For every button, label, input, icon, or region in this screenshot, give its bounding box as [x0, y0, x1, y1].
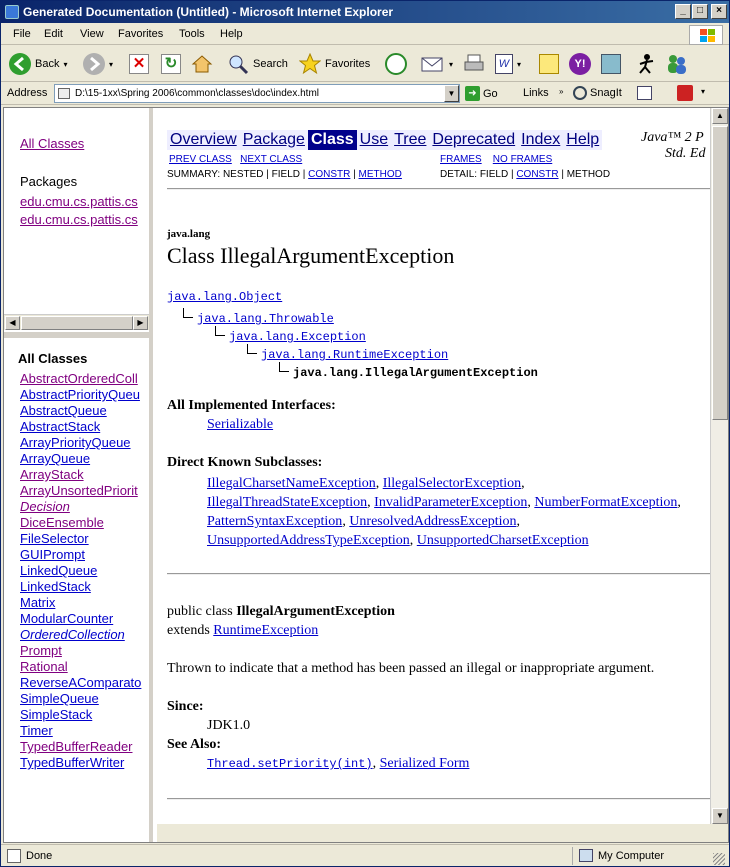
print-icon — [463, 53, 485, 75]
summary-constr-link[interactable]: CONSTR — [308, 169, 351, 180]
interfaces-list — [207, 417, 273, 433]
go-arrow-icon: ➜ — [465, 86, 480, 101]
vertical-scrollbar[interactable] — [710, 108, 728, 824]
class-link[interactable]: GUIPrompt — [20, 547, 86, 562]
forward-arrow-icon — [83, 53, 105, 75]
menu-file[interactable]: File — [13, 28, 31, 40]
nav-help[interactable]: Help — [566, 131, 600, 148]
class-link[interactable]: LinkedStack — [20, 579, 91, 594]
summary-method-link[interactable]: METHOD — [358, 169, 402, 180]
search-icon — [227, 53, 249, 75]
scroll-up-icon[interactable]: ▲ — [712, 108, 728, 124]
snagit-label: SnagIt — [590, 87, 622, 99]
pdf-icon[interactable] — [677, 85, 693, 101]
no-frames-link[interactable]: NO FRAMES — [492, 154, 553, 165]
see-also-list: Thread.setPriority(int), Serialized Form — [207, 756, 470, 771]
package-name: java.lang — [167, 228, 211, 240]
ie-icon — [5, 5, 19, 19]
next-class-link[interactable]: NEXT CLASS — [240, 154, 303, 165]
summary-line: SUMMARY: NESTED | FIELD | CONSTR | METHOD — [167, 169, 402, 180]
class-link[interactable]: OrderedCollection — [20, 627, 125, 642]
all-classes-heading: All Classes — [18, 351, 88, 366]
interfaces-heading: All Implemented Interfaces: — [167, 398, 336, 413]
snagit-button[interactable] — [573, 86, 622, 100]
divider — [167, 798, 713, 800]
class-link[interactable]: ArrayPriorityQueue — [20, 435, 131, 450]
forward-button[interactable] — [83, 52, 113, 76]
menu-favorites[interactable]: Favorites — [118, 28, 164, 40]
interface-link[interactable]: Serializable — [207, 417, 274, 432]
class-link[interactable]: ModularCounter — [20, 611, 114, 626]
page-icon — [58, 88, 70, 99]
prev-class-link[interactable]: PREV CLASS — [169, 154, 232, 165]
links-button[interactable]: Links — [523, 87, 549, 99]
links-chevron-icon[interactable]: » — [559, 87, 564, 96]
word-edit-icon: W — [495, 54, 513, 74]
class-link[interactable]: AbstractStack — [20, 419, 101, 434]
bottom-gutter — [157, 824, 728, 842]
discuss-button[interactable] — [539, 52, 559, 76]
menu-tools[interactable]: Tools — [179, 28, 205, 40]
subclass-link[interactable]: InvalidParameterException — [374, 495, 528, 510]
divider — [167, 573, 713, 575]
since-value: JDK1.0 — [207, 718, 251, 733]
aim-button[interactable] — [635, 52, 657, 76]
forward-dropdown-icon[interactable]: ▾ — [109, 59, 114, 69]
back-dropdown-icon[interactable]: ▾ — [63, 59, 68, 69]
address-dropdown-button[interactable]: ▼ — [444, 85, 459, 102]
subclass-link[interactable]: PatternSyntaxException — [207, 514, 343, 529]
subclass-link[interactable]: IllegalCharsetNameException — [207, 476, 376, 491]
subnav-right — [440, 154, 552, 165]
scroll-left-icon[interactable]: ◀ — [5, 316, 20, 330]
nav-package[interactable]: Package — [242, 131, 305, 148]
subclass-link[interactable]: NumberFormatException — [534, 495, 678, 510]
subclasses-heading: Direct Known Subclasses: — [167, 455, 323, 470]
close-button[interactable]: × — [711, 4, 727, 19]
declared-class-name: IllegalArgumentException — [236, 604, 395, 619]
status-zone: My Computer — [598, 850, 665, 862]
detail-line: DETAIL: FIELD | CONSTR | METHOD — [440, 169, 611, 180]
packages-frame — [4, 108, 149, 332]
hierarchy-current: java.lang.IllegalArgumentException — [293, 366, 538, 380]
class-link[interactable]: ReverseAComparato — [20, 675, 142, 690]
sticky-note-icon — [539, 54, 559, 74]
nav-deprecated[interactable]: Deprecated — [432, 131, 516, 148]
favorites-star-icon — [299, 53, 321, 75]
see-also-heading: See Also: — [167, 737, 222, 752]
address-bar — [1, 83, 729, 105]
classes-frame — [4, 338, 149, 842]
subclass-link[interactable]: IllegalSelectorException — [382, 476, 522, 491]
status-bar — [1, 844, 729, 866]
menu-help[interactable]: Help — [220, 28, 243, 40]
browser-content — [3, 107, 729, 843]
back-label: Back — [35, 58, 60, 70]
class-link[interactable]: SimpleQueue — [20, 691, 99, 706]
home-button[interactable] — [191, 52, 213, 76]
packages-heading: Packages — [20, 174, 78, 189]
scroll-down-icon[interactable]: ▼ — [712, 808, 728, 824]
edit-button[interactable] — [495, 52, 521, 76]
minimize-button[interactable]: _ — [675, 4, 691, 19]
messenger-buddies-icon — [665, 53, 689, 75]
extends-link[interactable]: RuntimeException — [213, 623, 319, 638]
hierarchy-link[interactable]: java.lang.RuntimeException — [261, 348, 449, 362]
nav-index[interactable]: Index — [521, 131, 561, 148]
print-button[interactable] — [463, 52, 485, 76]
history-icon — [385, 53, 407, 75]
mail-icon — [421, 54, 445, 74]
tree-connector-icon — [183, 308, 193, 318]
edit-dropdown-icon[interactable]: ▾ — [517, 59, 522, 69]
divider — [167, 188, 713, 190]
class-link[interactable]: ArrayQueue — [20, 451, 91, 466]
class-link[interactable]: AbstractPriorityQueu — [20, 387, 140, 402]
detail-constr-link[interactable]: CONSTR — [516, 169, 559, 180]
all-classes-link[interactable]: All Classes — [20, 136, 85, 151]
back-button[interactable] — [9, 52, 67, 76]
address-url: D:\15-1xx\Spring 2006\common\classes\doc\index.html — [75, 88, 320, 99]
subclasses-list: IllegalCharsetNameException, IllegalSelectorException, IllegalThreadStateException, InvalidParameterException, NumberFormatException, PatternSyntaxException, UnresolvedAddressException, UnsupportedAddressTypeException, UnsupportedCharsetException — [207, 476, 681, 548]
subnav-left — [169, 154, 302, 165]
class-link[interactable]: AbstractOrderedColl — [20, 371, 138, 386]
nav-use[interactable]: Use — [359, 131, 389, 148]
stop-icon: ✕ — [129, 54, 149, 74]
nav-overview[interactable]: Overview — [170, 131, 237, 148]
tree-connector-icon — [215, 326, 225, 336]
tree-connector-icon — [247, 344, 257, 354]
subclass-link[interactable]: UnsupportedCharsetException — [416, 533, 589, 548]
favorites-button[interactable] — [299, 52, 370, 76]
package-link[interactable]: edu.cmu.cs.pattis.cs — [20, 194, 138, 209]
stop-button[interactable] — [129, 52, 149, 76]
class-link[interactable]: Prompt — [20, 643, 62, 658]
back-arrow-icon — [9, 53, 31, 75]
maximize-button[interactable]: □ — [692, 4, 708, 19]
nav-tree[interactable]: Tree — [394, 131, 427, 148]
menu-bar — [1, 23, 729, 45]
title-bar — [1, 1, 729, 23]
snagit-icon — [573, 86, 587, 100]
class-link[interactable]: DiceEnsemble — [20, 515, 104, 530]
doc-navbar — [167, 130, 602, 150]
extends-line: extends RuntimeException — [167, 623, 319, 638]
java-version-label: Java™ 2 P Std. Ed — [641, 130, 706, 161]
go-label: Go — [483, 87, 498, 100]
favorites-label: Favorites — [325, 58, 371, 70]
subclass-link[interactable]: IllegalThreadStateException — [207, 495, 368, 510]
search-label: Search — [253, 58, 288, 70]
hierarchy-link[interactable]: java.lang.Exception — [229, 330, 366, 344]
status-text: Done — [26, 850, 53, 862]
frames-link[interactable]: FRAMES — [440, 154, 482, 165]
window-title: Generated Documentation (Untitled) - Microsoft Internet Explorer — [23, 5, 394, 19]
scroll-thumb[interactable] — [712, 126, 728, 420]
address-input[interactable] — [54, 84, 460, 103]
class-link[interactable]: Timer — [20, 723, 53, 738]
address-label: Address — [7, 87, 48, 99]
research-icon — [601, 54, 621, 74]
package-link[interactable]: edu.cmu.cs.pattis.cs — [20, 212, 138, 227]
class-link[interactable]: TypedBufferWriter — [20, 755, 125, 770]
class-list — [20, 371, 141, 771]
refresh-button[interactable] — [161, 52, 181, 76]
history-button[interactable] — [385, 52, 407, 76]
research-button[interactable] — [601, 52, 621, 76]
running-man-icon — [635, 53, 657, 75]
pdf-dropdown-icon[interactable]: ▾ — [701, 87, 706, 96]
class-link[interactable]: Rational — [20, 659, 68, 674]
class-link[interactable]: TypedBufferReader — [20, 739, 133, 754]
toolbar — [1, 46, 729, 82]
scroll-right-icon[interactable]: ▶ — [133, 316, 148, 330]
class-link[interactable]: ArrayUnsortedPriorit — [20, 483, 138, 498]
yahoo-messenger-button[interactable] — [569, 52, 591, 76]
subclass-link[interactable]: UnresolvedAddressException — [349, 514, 517, 529]
see-also-link[interactable]: Serialized Form — [379, 756, 470, 771]
class-link[interactable]: SimpleStack — [20, 707, 93, 722]
messenger-button[interactable] — [665, 52, 689, 76]
menu-view[interactable]: View — [80, 28, 104, 40]
yahoo-messenger-icon: Y! — [569, 53, 591, 75]
class-link[interactable]: ArrayStack — [20, 467, 84, 482]
see-also-code-link[interactable]: Thread.setPriority(int) — [207, 757, 373, 771]
mail-button[interactable] — [421, 52, 453, 76]
class-description: Thrown to indicate that a method has been passed an illegal or inappropriate argument. — [167, 661, 655, 676]
class-link[interactable]: AbstractQueue — [20, 403, 107, 418]
page-done-icon — [7, 849, 21, 863]
my-computer-icon — [579, 849, 593, 862]
class-link[interactable]: Decision — [20, 499, 70, 514]
class-doc-frame — [157, 108, 713, 842]
class-link[interactable]: Matrix — [20, 595, 56, 610]
hierarchy-link[interactable]: java.lang.Throwable — [197, 312, 334, 326]
snagit-window-icon[interactable] — [637, 86, 652, 100]
mail-dropdown-icon[interactable]: ▾ — [449, 59, 454, 69]
since-heading: Since: — [167, 699, 204, 714]
nav-class: Class — [308, 130, 357, 150]
class-declaration: public class IllegalArgumentException — [167, 604, 395, 619]
tree-connector-icon — [279, 362, 289, 372]
hierarchy-link[interactable]: java.lang.Object — [167, 290, 283, 304]
class-title: Class IllegalArgumentException — [167, 243, 455, 268]
class-link[interactable]: FileSelector — [20, 531, 89, 546]
class-hierarchy — [167, 290, 538, 380]
resize-grip-icon[interactable] — [713, 853, 725, 865]
go-button[interactable] — [465, 86, 498, 101]
search-button[interactable] — [227, 52, 288, 76]
status-divider — [572, 847, 573, 865]
class-link[interactable]: LinkedQueue — [20, 563, 98, 578]
scroll-thumb[interactable] — [21, 316, 133, 330]
menu-edit[interactable]: Edit — [44, 28, 63, 40]
horizontal-scrollbar[interactable] — [4, 314, 149, 330]
left-frames — [4, 108, 153, 842]
refresh-icon: ↻ — [161, 54, 181, 74]
home-icon — [191, 53, 213, 75]
windows-logo-icon — [689, 25, 723, 45]
subclass-link[interactable]: UnsupportedAddressTypeException — [207, 533, 410, 548]
